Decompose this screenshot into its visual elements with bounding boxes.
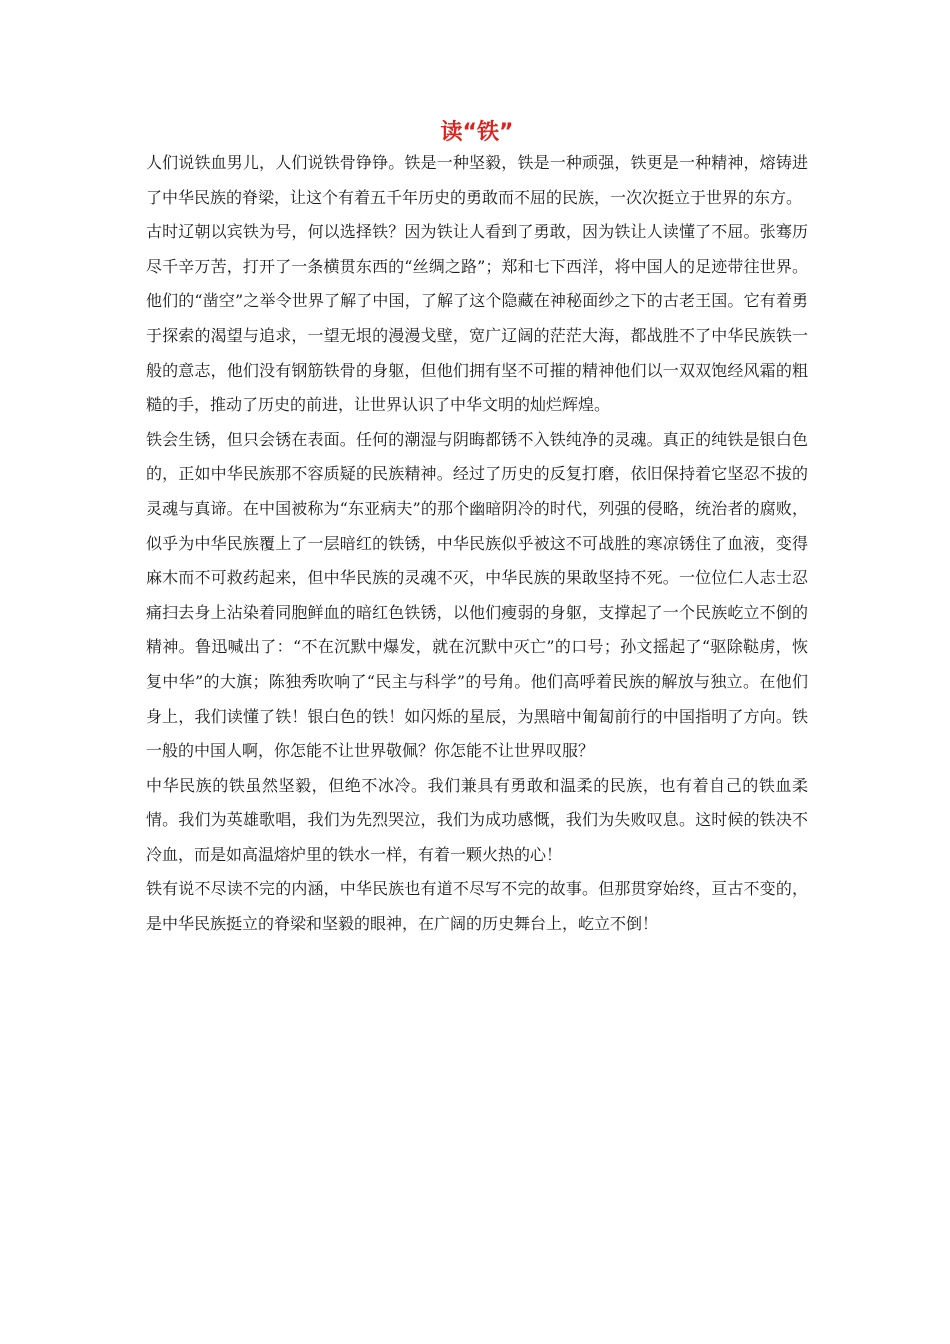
paragraph-5: 铁有说不尽读不完的内涵，中华民族也有道不尽写不完的故事。但那贯穿始终，亘古不变的，是中华民族挺立的脊梁和坚毅的眼神，在广阔的历史舞台上，屹立不倒！	[146, 879, 808, 934]
paragraph-3: 铁会生锈，但只会锈在表面。任何的潮湿与阴晦都锈不入铁纯净的灵魂。真正的纯铁是银白色的，正如中华民族那不容质疑的民族精神。经过了历史的反复打磨，依旧保持着它坚忍不拔的灵魂与真谛。在中国被称为“东亚病夫”的那个幽暗阴冷的时代，列强的侵略，统治者的腐败，似乎为中华民族覆上了一层暗红的铁锈，中华民族似乎被这不可战胜的寒凉锈住了血液，变得麻木而不可救药起来，但中华民族的灵魂不灭，中华民族的果敢坚持不死。一位位仁人志士忍痛扫去身上沾染着同胞鲜血的暗红色铁锈，以他们瘦弱的身躯，支撑起了一个民族屹立不倒的精神。鲁迅喊出了：“不在沉默中爆发，就在沉默中灭亡”的口号；孙文摇起了“驱除鞑虏，恢复中华”的大旗；陈独秀吹响了“民主与科学”的号角。他们高呼着民族的解放与独立。在他们身上，我们读懂了铁！银白色的铁！如闪烁的星辰，为黑暗中匍匐前行的中国指明了方向。铁一般的中国人啊，你怎能不让世界敬佩？你怎能不让世界叹服？	[146, 429, 808, 761]
paragraph-4: 中华民族的铁虽然坚毅，但绝不冰冷。我们兼具有勇敢和温柔的民族，也有着自己的铁血柔情。我们为英雄歌唱，我们为先烈哭泣，我们为成功感慨，我们为失败叹息。这时候的铁决不冷血，而是如高温熔炉里的铁水一样，有着一颗火热的心！	[146, 775, 808, 864]
paragraph-1: 人们说铁血男儿，人们说铁骨铮铮。铁是一种坚毅，铁是一种顽强，铁更是一种精神，熔铸进了中华民族的脊梁，让这个有着五千年历史的勇敢而不屈的民族，一次次挺立于世界的东方。	[146, 153, 808, 207]
document-title: 读“铁”	[440, 120, 514, 145]
paragraph-2: 古时辽朝以宾铁为号，何以选择铁？因为铁让人看到了勇敢，因为铁让人读懂了不屈。张骞历尽千辛万苦，打开了一条横贯东西的“丝绸之路”；郑和七下西洋，将中国人的足迹带往世界。他们的“凿空”之举令世界了解了中国，了解了这个隐藏在神秘面纱之下的古老王国。它有着勇于探索的渴望与追求，一望无垠的漫漫戈壁，宽广辽阔的茫茫大海，都战胜不了中华民族铁一般的意志，他们没有钢筋铁骨的身躯，但他们拥有坚不可摧的精神他们以一双双饱经风霜的粗糙的手，推动了历史的前进，让世界认识了中华文明的灿烂辉煌。	[146, 222, 808, 415]
document-page	[146, 118, 808, 942]
